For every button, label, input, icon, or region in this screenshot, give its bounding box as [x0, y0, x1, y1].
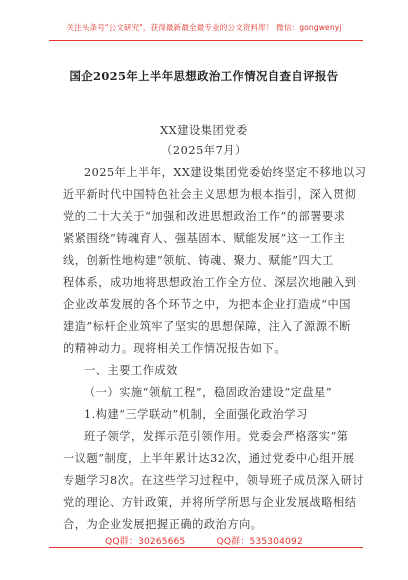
body-line-13: 班子领学，发挥示范引领作用。党委会严格落实“第	[84, 430, 349, 443]
body-line-3: 党的二十大关于“加强和改进思想政治工作”的部署要求	[63, 210, 346, 223]
subsection-heading: （一）实施“领航工程”，稳固政治建设“定盘星”	[84, 386, 333, 399]
footer-qq-group-1: QQ群：30265665	[105, 537, 186, 547]
body-line-15: 专题学习8次。在这些学习过程中，领导班子成员深入研讨	[63, 474, 365, 487]
body-line-14: 一议题”制度，上半年累计达32次，通过党委中心组开展	[63, 452, 355, 465]
body-line-16: 党的理论、方针政策，并将所学所思与企业发展战略相结	[63, 496, 357, 509]
body-line-5: 线，创新性地构建“领航、铸魂、聚力、赋能”四大工	[63, 254, 334, 267]
section-heading: 一、主要工作成效	[84, 364, 178, 377]
date-line: （2025年7月）	[161, 144, 247, 157]
header-divider	[49, 40, 363, 41]
body-line-4: 紧紧围绕“铸魂育人、强基固本、赋能发展”这一工作主	[63, 232, 346, 245]
body-line-17: 合，为企业发展把握正确的政治方向。	[63, 518, 263, 531]
issuer-line: XX建设集团党委	[160, 124, 248, 137]
item-heading: 1.构建“三学联动”机制，全面强化政治学习	[84, 408, 308, 421]
header-promo-text: 关注头条号"公文研究"，获得最新最全最专业的公文资料库！ 微信：gongwenyj	[66, 23, 342, 32]
body-line-7: 企业改革发展的各个环节之中，为把本企业打造成“中国	[63, 298, 351, 311]
body-line-6: 程体系，成功地将思想政治工作全方位、深层次地融入到	[63, 276, 357, 289]
body-line-2: 近平新时代中国特色社会主义思想为根本指引，深入贯彻	[63, 188, 357, 201]
body-line-9: 的精神动力。现将相关工作情况报告如下。	[63, 342, 287, 355]
body-line-8: 建造”标杆企业筑牢了坚实的思想保障，注入了源源不断	[63, 320, 351, 333]
body-line-1: 2025年上半年，XX建设集团党委始终坚定不移地以习	[84, 166, 367, 179]
footer-qq-group-2: QQ群：535304092	[216, 537, 303, 547]
footer-divider	[49, 547, 363, 548]
document-title: 国企2025年上半年思想政治工作情况自查自评报告	[69, 69, 339, 83]
footer-contact	[0, 534, 408, 547]
